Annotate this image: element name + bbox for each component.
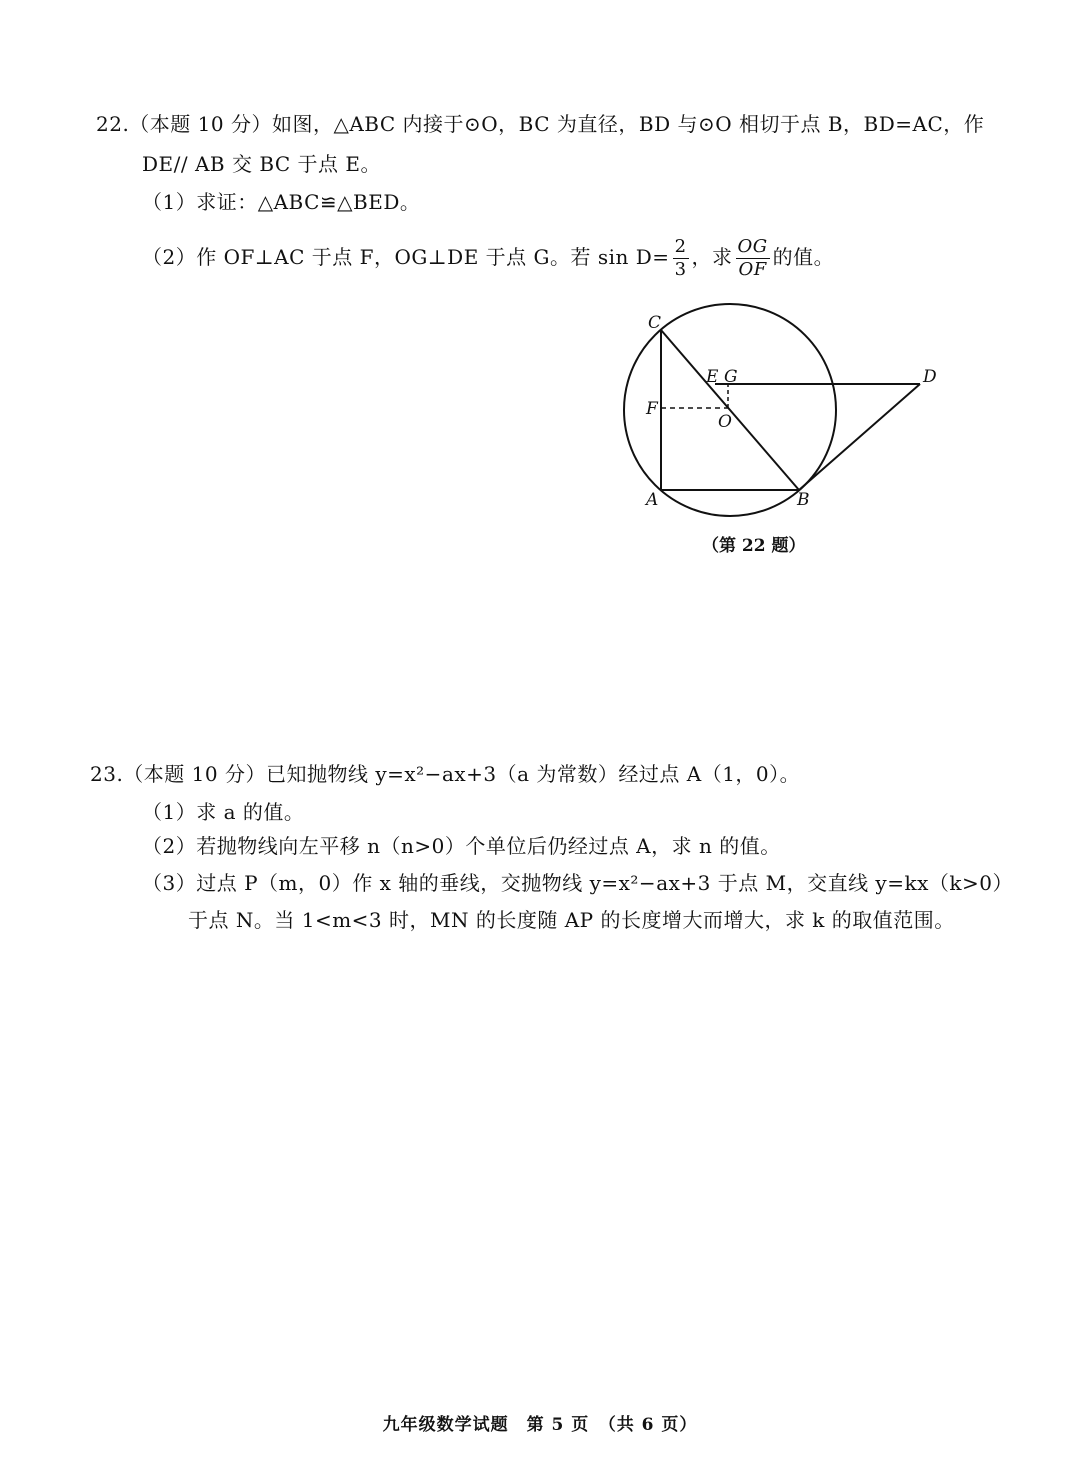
- q22-stem-line1: 22.（本题 10 分）如图，△ABC 内接于⊙O，BC 为直径，BD 与⊙O 相切于点 B，BD=AC，作: [96, 112, 985, 136]
- q22-figure-caption: （第 22 题）: [702, 536, 806, 556]
- q22-part1: （1）求证：△ABC≌△BED。: [142, 190, 421, 214]
- ratio-numerator: OG: [737, 236, 768, 257]
- label-g: G: [724, 367, 738, 387]
- page-footer: 九年级数学试题 第 5 页 （共 6 页）: [382, 1415, 698, 1435]
- q22-part2: [142, 236, 834, 281]
- q23-stem: 23.（本题 10 分）已知抛物线 y=x²−ax+3（a 为常数）经过点 A（1，0）。: [90, 762, 801, 786]
- q23-part3-line2: 于点 N。当 1<m<3 时，MN 的长度随 AP 的长度增大而增大，求 k 的取值范围。: [188, 908, 955, 932]
- q22-part2-post: 的值。: [772, 245, 835, 269]
- sin-fraction: [673, 236, 689, 281]
- label-o: O: [718, 412, 732, 432]
- q22-geometry-figure: [610, 300, 970, 520]
- segment-bd: [799, 384, 920, 490]
- ratio-denominator: OF: [738, 259, 767, 280]
- q23-part1: （1）求 a 的值。: [142, 800, 305, 824]
- label-d: D: [923, 367, 937, 387]
- label-e: E: [706, 367, 719, 387]
- q22-part2-pre: （2）作 OF⊥AC 于点 F，OG⊥DE 于点 G。若 sin D=: [142, 245, 670, 269]
- label-b: B: [797, 490, 810, 510]
- q23-part2: （2）若抛物线向左平移 n（n>0）个单位后仍经过点 A，求 n 的值。: [142, 834, 781, 858]
- q23-part3-line1: （3）过点 P（m，0）作 x 轴的垂线，交抛物线 y=x²−ax+3 于点 M，交直线 y=kx（k>0）: [142, 871, 1013, 895]
- segment-cb: [661, 330, 799, 490]
- label-f: F: [646, 399, 658, 419]
- ratio-fraction: [736, 236, 770, 281]
- label-a: A: [646, 490, 659, 510]
- sin-numerator: 2: [674, 236, 687, 257]
- sin-denominator: 3: [674, 259, 687, 280]
- q22-part2-mid: ，求: [691, 245, 733, 269]
- label-c: C: [648, 313, 662, 333]
- q22-stem-line2: DE// AB 交 BC 于点 E。: [142, 152, 382, 176]
